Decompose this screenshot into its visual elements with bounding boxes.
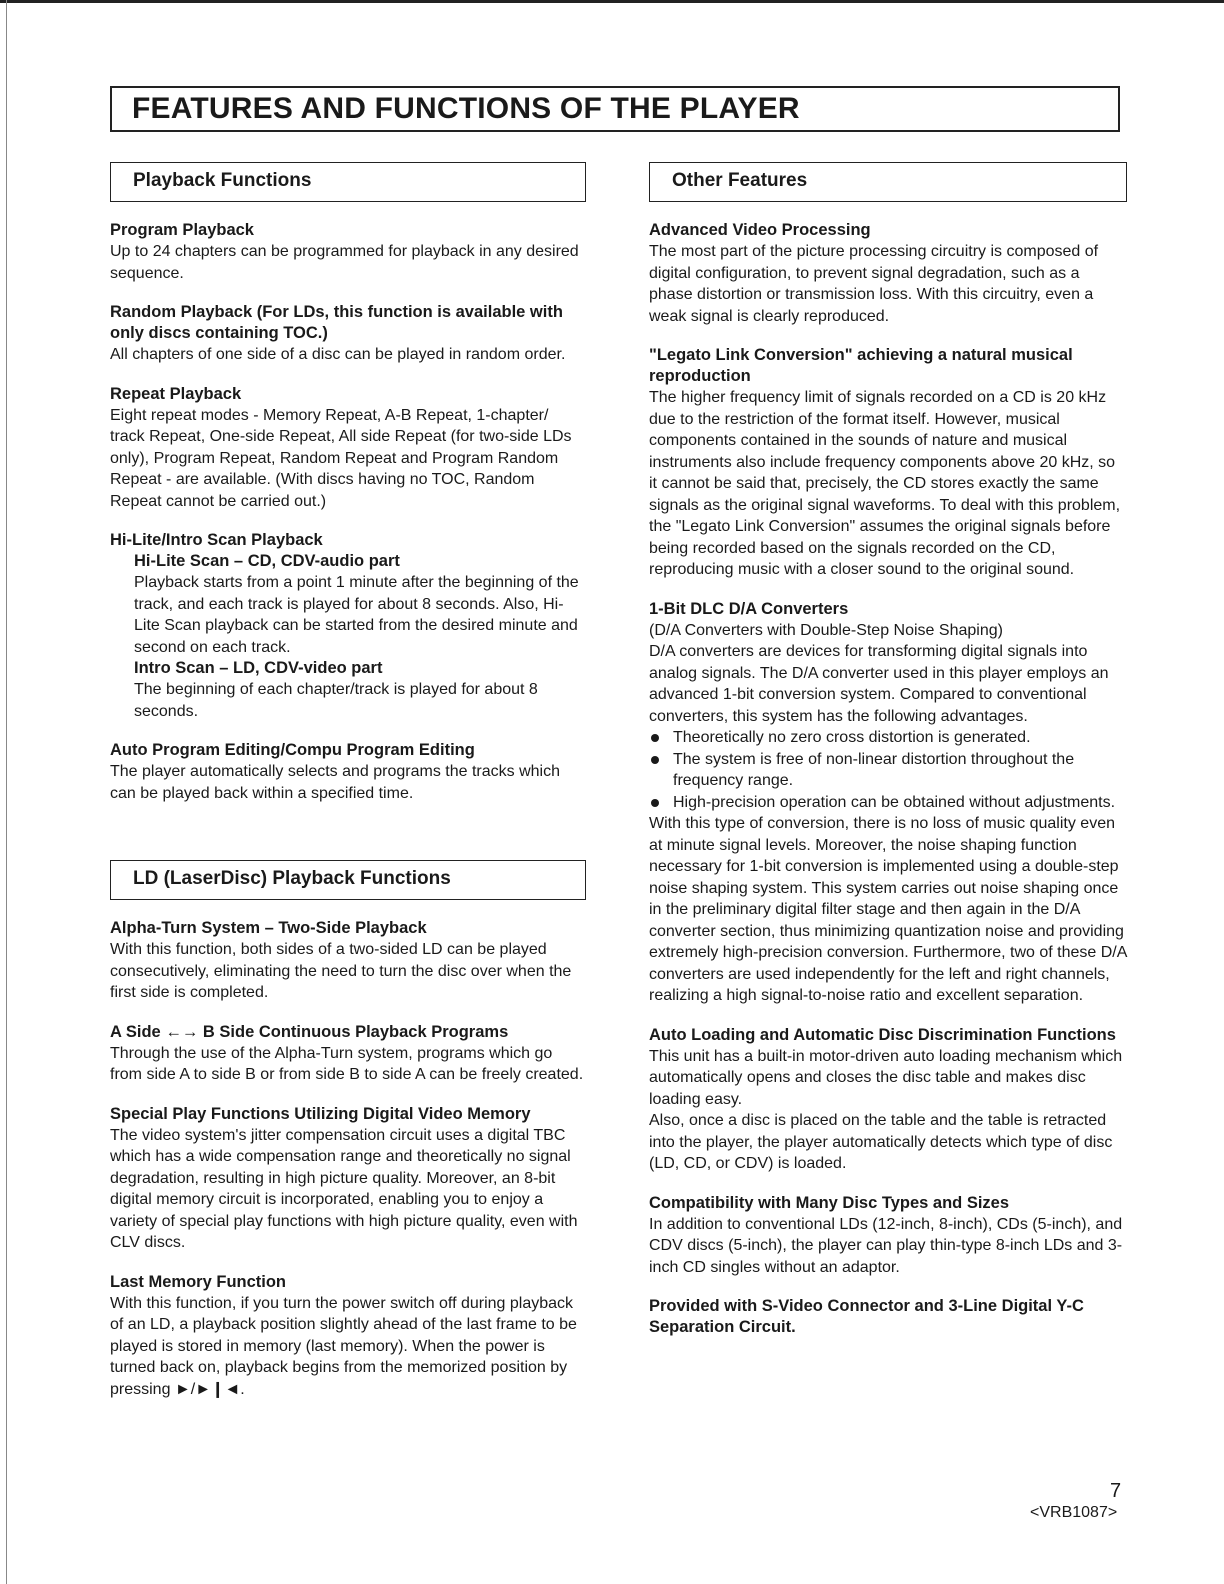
random-playback — [110, 302, 586, 366]
item-text: With this function, both sides of a two-sided LD can be played consecutively, eliminating the need to turn the disc over when the first side is completed. — [110, 941, 572, 1001]
list-item: Theoretically no zero cross distortion is generated. — [649, 727, 1127, 749]
subitem-text: The beginning of each chapter/track is played for about 8 seconds. — [134, 681, 538, 720]
auto-loading — [649, 1025, 1127, 1175]
dlc-converters — [649, 599, 1127, 1007]
bullet-icon — [651, 799, 659, 807]
last-memory-text: With this function, if you turn the power switch off during playback of an LD, a playback position slightly ahead of the last frame to be played is stored in memory (last memory). When the power is turned back on, playback begins from the memorized position by pressing — [110, 1294, 577, 1398]
item-title: Program Playback — [110, 221, 254, 239]
item-title: "Legato Link Conversion" achieving a natural musical reproduction — [649, 346, 1073, 385]
bullet-icon — [651, 756, 659, 764]
s-video-connector — [649, 1296, 1127, 1338]
advanced-video-processing — [649, 220, 1127, 327]
legato-link-conversion — [649, 345, 1127, 581]
item-title: Auto Loading and Automatic Disc Discrimination Functions — [649, 1025, 1116, 1044]
item-text: This unit has a built-in motor-driven auto loading mechanism which automatically opens and closes the disc table and makes disc loading easy. — [649, 1047, 1123, 1108]
item-text: Through the use of the Alpha-Turn system, programs which go from side A to side B or from side B to side A can be freely created. — [110, 1044, 584, 1083]
page-number: 7 — [1110, 1480, 1122, 1502]
item-text: Up to 24 chapters can be programmed for playback in any desired sequence. — [110, 243, 579, 282]
subitem-title: Intro Scan – LD, CDV-video part — [134, 659, 383, 677]
title-a: A Side — [110, 1022, 161, 1041]
disc-compatibility — [649, 1193, 1127, 1279]
item-text: Eight repeat modes - Memory Repeat, A-B Repeat, 1-chapter/ track Repeat, One-side Repeat, All side Repeat (for two-side LDs only), Program Repeat, Random Repeat and Program Random Repeat - are available. (With discs having no TOC, Random Repeat cannot be carried out.) — [110, 406, 572, 510]
right-column — [649, 162, 1127, 1356]
repeat-playback — [110, 384, 586, 513]
hilite-subsection — [110, 551, 586, 722]
item-title — [110, 1022, 586, 1043]
auto-program-editing — [110, 740, 586, 804]
item-title: Advanced Video Processing — [649, 221, 871, 239]
section-heading-ld: LD (LaserDisc) Playback Functions — [110, 860, 586, 900]
item-title: Hi-Lite/Intro Scan Playback — [110, 531, 323, 549]
list-item: High-precision operation can be obtained without adjustments. — [649, 792, 1127, 814]
item-text: The higher frequency limit of signals recorded on a CD is 20 kHz due to the restriction of the format itself. However, musical components contained in the sounds of nature and musical instruments also include frequency components above 20 kHz, so it cannot be said that, precisely, the CD stores exactly the same signals as the original signal waveforms. To deal with this problem, the "Legato Link Conversion" assumes the original signals before being recorded based on the signals recorded on the CD, reproducing music with a closer sound to the original sound. — [649, 389, 1121, 578]
item-title: 1-Bit DLC D/A Converters — [649, 599, 849, 618]
item-title: Special Play Functions Utilizing Digital Video Memory — [110, 1104, 531, 1123]
title-b: B Side Continuous Playback Programs — [202, 1022, 509, 1041]
ab-side-playback — [110, 1022, 586, 1086]
item-text — [110, 1293, 586, 1401]
program-playback — [110, 220, 586, 284]
subitem-title: Hi-Lite Scan – CD, CDV-audio part — [134, 552, 400, 570]
bullet-icon — [651, 734, 659, 742]
item-text: In addition to conventional LDs (12-inch, 8-inch), CDs (5-inch), and CDV discs (5-inch), the player can play thin-type 8-inch LDs and 3-inch CD singles without an adaptor. — [649, 1215, 1123, 1276]
advantages-list — [649, 727, 1127, 813]
item-text: The most part of the picture processing circuitry is composed of digital configuration, to prevent signal degradation, such as a phase distortion or transmission loss. With this circuitry, even a weak signal is clearly reproduced. — [649, 243, 1099, 325]
item-title: Provided with S-Video Connector and 3-Line Digital Y-C Separation Circuit. — [649, 1297, 1084, 1336]
item-subtitle: (D/A Converters with Double-Step Noise Shaping) — [649, 621, 1003, 639]
item-title: Random Playback (For LDs, this function is available with only discs containing TOC.) — [110, 303, 563, 342]
special-play-functions — [110, 1104, 586, 1254]
list-item: The system is free of non-linear distortion throughout the frequency range. — [649, 749, 1127, 792]
hilite-intro-scan — [110, 530, 586, 722]
item-text: The video system's jitter compensation circuit uses a digital TBC which has a wide compensation range and theoretically no signal degradation, resulting in high picture quality. Moreover, an 8-bit digital memory circuit is incorporated, enabling you to enjoy a variety of special play functions with high picture quality, even with CLV discs. — [110, 1126, 578, 1251]
last-memory-function — [110, 1272, 586, 1401]
page-top-border — [0, 0, 1224, 3]
alpha-turn-system — [110, 918, 586, 1004]
item-text: All chapters of one side of a disc can be played in random order. — [110, 346, 566, 363]
section-heading-other: Other Features — [649, 162, 1127, 202]
item-title: Alpha-Turn System – Two-Side Playback — [110, 919, 427, 937]
play-pause-icon: ►/►❙◄. — [174, 1380, 245, 1398]
item-text: D/A converters are devices for transforming digital signals into analog signals. The D/A converter used in this player employs an advanced 1-bit conversion system. Compared to conventional converters, this system has the following advantages. — [649, 643, 1109, 725]
item-text: The player automatically selects and programs the tracks which can be played back within a specified time. — [110, 763, 560, 802]
item-text-continued: Also, once a disc is placed on the table and the table is retracted into the player, the player automatically detects which type of disc (LD, CD, or CDV) is loaded. — [649, 1112, 1113, 1172]
item-title: Last Memory Function — [110, 1272, 287, 1291]
item-title: Repeat Playback — [110, 384, 242, 403]
page-title: FEATURES AND FUNCTIONS OF THE PLAYER — [110, 86, 1120, 132]
document-code: <VRB1087> — [1030, 1504, 1118, 1521]
double-arrow-icon: ←→ — [165, 1022, 199, 1041]
left-column — [110, 162, 586, 1418]
item-title: Compatibility with Many Disc Types and Sizes — [649, 1193, 1010, 1212]
item-title: Auto Program Editing/Compu Program Editing — [110, 741, 475, 759]
page-left-margin-line — [6, 0, 7, 1584]
item-text-continued: With this type of conversion, there is no loss of music quality even at minute signal levels. Moreover, the noise shaping function necessary for 1-bit conversion is implemented using a double-step noise shaping system. This system carries out noise shaping once in the preliminary digital filter stage and then again in the D/A converter section, thus minimizing quantization noise and providing extremely high-precision conversion. Furthermore, two of these D/A converters are used independently for the left and right channels, realizing a high signal-to-noise ratio and excellent separation. — [649, 815, 1127, 1004]
section-heading-playback: Playback Functions — [110, 162, 586, 202]
subitem-text: Playback starts from a point 1 minute after the beginning of the track, and each track is played for about 8 seconds. Also, Hi-Lite Scan playback can be started from the desired minute and second on each track. — [134, 574, 579, 656]
